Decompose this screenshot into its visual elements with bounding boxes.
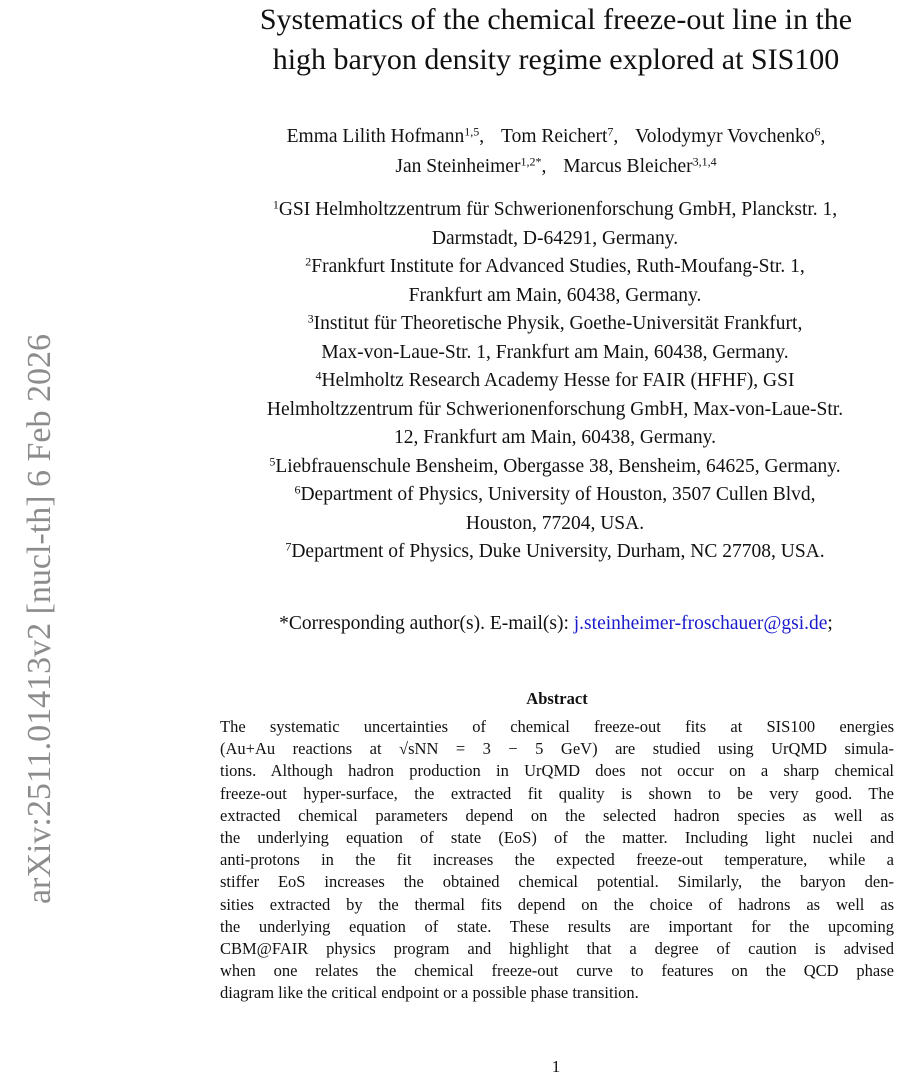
author-name: Marcus Bleicher [563, 156, 693, 177]
affiliation-7 [190, 538, 916, 567]
affiliation-text: Institut für Theoretische Physik, Goethe-Universität Frankfurt, [313, 313, 803, 334]
abstract-line: (Au+Au reactions at √sNN = 3 − 5 GeV) are studied using UrQMD simula- [220, 739, 894, 759]
affiliation-number: 1 [272, 197, 279, 212]
abstract-line: stiffer EoS increases the obtained chemical potential. Similarly, the baryon den- [220, 872, 894, 892]
author [287, 126, 485, 147]
abstract-line: diagram like the critical endpoint or a possible phase transition. [220, 983, 639, 1003]
abstract-line: the underlying equation of state (EoS) of the matter. Including light nuclei and [220, 828, 894, 848]
corresponding-suffix: ; [827, 613, 833, 634]
title-line-2: high baryon density regime explored at SIS100 [272, 43, 840, 76]
abstract-line: The systematic uncertainties of chemical freeze-out fits at SIS100 energies [220, 717, 894, 736]
abstract-line: extracted chemical parameters depend on the selected hadron species as well as [220, 805, 894, 825]
author-name: Volodymyr Vovchenko [635, 126, 815, 147]
affiliation-number: 5 [269, 453, 276, 468]
affiliation-3-cont: Max-von-Laue-Str. 1, Frankfurt am Main, 60438, Germany. [321, 341, 789, 363]
abstract-line: sities extracted by the thermal fits depend on the choice of hadrons as well as [220, 894, 894, 914]
affiliation-2 [190, 253, 916, 282]
author-affiliation-marks: 6 [814, 124, 821, 139]
affiliation-1-cont: Darmstadt, D-64291, Germany. [431, 227, 679, 249]
affiliation-number: 4 [315, 368, 322, 383]
author-affiliation-marks: 7 [607, 124, 614, 139]
affiliation-text: Department of Physics, Duke University, Durham, NC 27708, USA. [291, 541, 825, 562]
author-affiliation-marks: 1,5 [464, 124, 480, 139]
corresponding-label: *Corresponding author(s). E-mail(s): [279, 613, 569, 634]
affiliation-list [190, 196, 916, 567]
author-separator: , [541, 156, 547, 177]
affiliation-number: 3 [307, 311, 314, 326]
author [395, 156, 546, 177]
author-name: Tom Reichert [501, 126, 608, 147]
affiliation-5 [190, 453, 916, 482]
abstract-line: freeze-out hyper-surface, the extracted fit quality is shown to be very good. The [220, 783, 894, 803]
author [635, 126, 825, 147]
page-number: 1 [551, 1057, 561, 1076]
title-line-1: Systematics of the chemical freeze-out line in the [259, 3, 853, 36]
affiliation-6 [190, 481, 916, 510]
author-separator: , [479, 126, 485, 147]
author-separator: , [820, 126, 826, 147]
author-list [196, 122, 916, 182]
paper-title [196, 0, 916, 80]
abstract-line: when one relates the chemical freeze-out curve to features on the QCD phase [220, 961, 894, 981]
author-name: Jan Steinheimer [395, 156, 521, 177]
affiliation-text: Liebfrauenschule Bensheim, Obergasse 38, Bensheim, 64625, Germany. [275, 455, 841, 477]
affiliation-text: Department of Physics, University of Houston, 3507 Cullen Blvd, [300, 484, 816, 505]
affiliation-6-cont: Houston, 77204, USA. [465, 512, 645, 534]
affiliation-number: 2 [305, 254, 312, 269]
author-separator: , [613, 126, 619, 147]
affiliation-text: Helmholtz Research Academy Hesse for FAIR (HFHF), GSI [321, 370, 795, 391]
corresponding-author [196, 610, 916, 638]
affiliation-3 [190, 310, 916, 339]
arxiv-identifier-text: arXiv:2511.01413v2 [nucl-th] 6 Feb 2026 [21, 333, 58, 905]
author-affiliation-marks: 3,1,4 [692, 154, 717, 169]
abstract-body [220, 716, 894, 1005]
affiliation-2-cont: Frankfurt am Main, 60438, Germany. [408, 284, 702, 306]
author-row-2 [196, 152, 916, 182]
affiliation-text: Frankfurt Institute for Advanced Studies, Ruth-Moufang-Str. 1, [311, 256, 805, 277]
abstract-line: anti-protons in the fit increases the expected freeze-out temperature, while a [220, 850, 894, 870]
abstract-line: tions. Although hadron production in UrQMD does not occur on a sharp chemical [220, 761, 894, 781]
affiliation-number: 7 [285, 539, 292, 554]
abstract-line: CBM@FAIR physics program and highlight that a degree of caution is advised [220, 939, 894, 959]
abstract-heading: Abstract [526, 689, 588, 708]
affiliation-4 [190, 367, 916, 396]
corresponding-email-link[interactable]: j.steinheimer-froschauer@gsi.de [573, 613, 828, 634]
arxiv-identifier-stamp [20, 255, 58, 990]
affiliation-text: GSI Helmholtzzentrum für Schwerionenforschung GmbH, Planckstr. 1, [278, 199, 838, 220]
affiliation-number: 6 [294, 482, 301, 497]
author-row-1 [196, 122, 916, 152]
abstract-line: the underlying equation of state. These results are important for the upcoming [220, 916, 894, 936]
affiliation-4-cont: Helmholtzzentrum für Schwerionenforschung GmbH, Max-von-Laue-Str. [266, 398, 844, 420]
affiliation-1 [190, 196, 916, 225]
author [501, 126, 618, 147]
author [563, 156, 716, 177]
author-affiliation-marks: 1,2* [520, 154, 542, 169]
author-name: Emma Lilith Hofmann [286, 126, 465, 147]
affiliation-4-cont-2: 12, Frankfurt am Main, 60438, Germany. [393, 427, 717, 448]
